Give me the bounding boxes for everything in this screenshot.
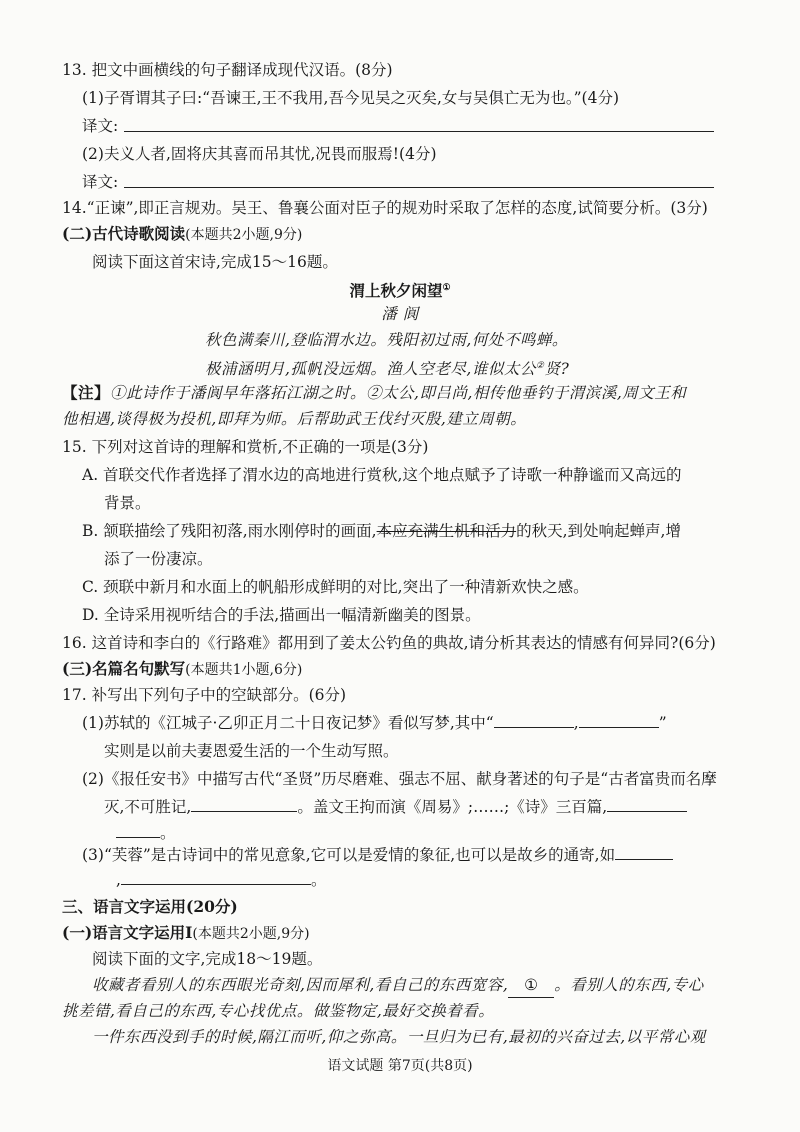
section-note: (本题共2小题,9分) [185,227,303,243]
period: 。 [310,871,327,889]
q15-option-c[interactable]: C. 颈联中新月和水面上的帆船形成鲜明的对比,突出了一种清新欢快之感。 [82,578,589,596]
fill-blank[interactable] [579,713,659,728]
q14-question: 14.“正谏”,即正言规劝。吴王、鲁襄公面对臣子的规劝时采取了怎样的态度,试简要分析。(3分) [62,199,708,217]
fill-blank[interactable] [607,797,687,812]
q13-sentence-2: (2)夫义人者,固将庆其喜而吊其忧,况畏而服焉!(4分) [82,145,437,163]
fill-blank[interactable] [494,713,574,728]
fill-blank[interactable] [615,845,673,860]
q15-option-a-cont: 背景。 [104,494,151,512]
quote-end: ” [658,714,667,732]
section-title: (三)名篇名句默写 [62,659,186,678]
answer-line[interactable] [124,131,714,132]
passage-text-end: 。看别人的东西,专心 [554,976,704,994]
section-heading [62,657,302,682]
option-b-text: B. 颔联描绘了残阳初落,雨水刚停时的画面, [82,522,377,540]
passage-blank-1[interactable]: ① [508,973,554,998]
passage-text: 收藏者看别人的东西眼光奇刻,因而犀利,看自己的东西宽容, [92,976,509,994]
period: 。 [160,824,176,842]
option-b-text-end: 的秋天,到处响起蝉声,增 [516,522,681,540]
poem-line-2-end: 贤? [544,360,570,379]
q17-part-2-end [116,821,176,845]
q17-part-3-text: (3)“芙蓉”是古诗词中的常见意象,它可以是爱情的象征,也可以是故乡的通寄,如 [82,846,616,864]
fill-blank[interactable] [116,823,160,838]
fill-blank[interactable] [191,797,297,812]
passage-line-1 [92,973,704,998]
poem-line-2-text: 极浦涵明月,孤帆没远烟。渔人空老尽,谁似太公 [205,360,536,379]
q17-part-1 [82,711,667,735]
poem-note-2: 他相遇,谈得极为投机,即拜为师。后帮助武王伐纣灭殷,建立周朝。 [62,410,527,428]
q17-part-2-text-mid: 。盖文王拘而演《周易》;……;《诗》三百篇, [297,798,608,816]
q15-option-b-cont: 添了一份凄凉。 [104,550,213,568]
separator: , [573,714,579,732]
passage-line-2: 挑差错,看自己的东西,专心找优点。做鉴物定,最好交换着看。 [62,1002,495,1020]
q17-part-3 [82,843,673,867]
q13-title: 13. 把文中画横线的句子翻译成现代汉语。(8分) [62,61,393,79]
q17-part-2-cont [104,795,687,819]
q13-translation-label-1: 译文: [82,117,119,135]
sub-section-note: (本题共2小题,9分) [192,926,310,942]
q16-question: 16. 这首诗和李白的《行路难》都用到了姜太公钓鱼的典故,请分析其表达的情感有何异同?(6分) [62,634,716,652]
q15-option-a[interactable]: A. 首联交代作者选择了渭水边的高地进行赏秋,这个地点赋予了诗歌一种静谧而又高远的 [82,466,682,484]
sub-section-heading [62,921,310,946]
sub-section-title: (一)语言文字运用Ⅰ [62,923,193,942]
section-title: (二)古代诗歌阅读 [62,224,186,243]
poem-title [0,276,800,303]
poem-line-2 [205,354,569,381]
note-text: ①此诗作于潘阆早年落拓江湖之时。②太公,即吕尚,相传他垂钓于渭滨溪,周文王和 [110,384,687,402]
fill-blank[interactable] [121,870,311,885]
passage-line-3: 一件东西没到手的时候,隔江而听,仰之弥高。一旦归为已有,最初的兴奋过去,以平常心观 [92,1028,706,1046]
footnote-marker: ② [535,361,545,371]
sub-section-intro: 阅读下面的文字,完成18～19题。 [92,950,323,968]
q15-option-b[interactable] [82,519,681,543]
poem-note-1 [62,381,686,405]
poem-line-1: 秋色满秦川,登临渭水边。残阳初过雨,何处不鸣蝉。 [205,331,568,349]
footnote-marker: ① [442,283,451,293]
q17-part-1-cont: 实则是以前夫妻恩爱生活的一个生动写照。 [104,742,399,760]
page-footer: 语文试题 第7页(共8页) [327,1058,473,1074]
part-heading: 三、语言文字运用(20分) [62,897,238,916]
section-heading [62,222,302,247]
answer-line[interactable] [124,187,714,188]
poem-author: 潘 阆 [381,305,419,323]
q13-translation-label-2: 译文: [82,173,119,191]
option-b-struck: 本应充满生机和活力 [376,522,517,540]
q13-sentence-1: (1)子胥谓其子曰:“吾谏王,王不我用,吾今见吴之灭矣,女与吴俱亡无为也。”(4分) [82,89,620,107]
separator: , [116,871,121,889]
q17-part-3-cont [116,868,326,892]
q17-stem: 17. 补写出下列句子中的空缺部分。(6分) [62,686,347,704]
section-note: (本题共1小题,6分) [185,662,303,678]
q17-part-2: (2)《报任安书》中描写古代“圣贤”历尽磨难、强志不屈、献身著述的句子是“古者富贵而名摩 [82,770,717,788]
section-intro: 阅读下面这首宋诗,完成15～16题。 [92,253,338,271]
note-label: 【注】 [62,383,111,402]
poem-title-text: 渭上秋夕闲望 [349,281,443,301]
q17-part-1-text: (1)苏轼的《江城子·乙卯正月二十日夜记梦》看似写梦,其中“ [82,714,494,732]
q15-stem: 15. 下列对这首诗的理解和赏析,不正确的一项是(3分) [62,438,429,456]
q15-option-d[interactable]: D. 全诗采用视听结合的手法,描画出一幅清新幽美的图景。 [82,606,481,624]
q17-part-2-text: 灭,不可胜记, [104,798,192,816]
